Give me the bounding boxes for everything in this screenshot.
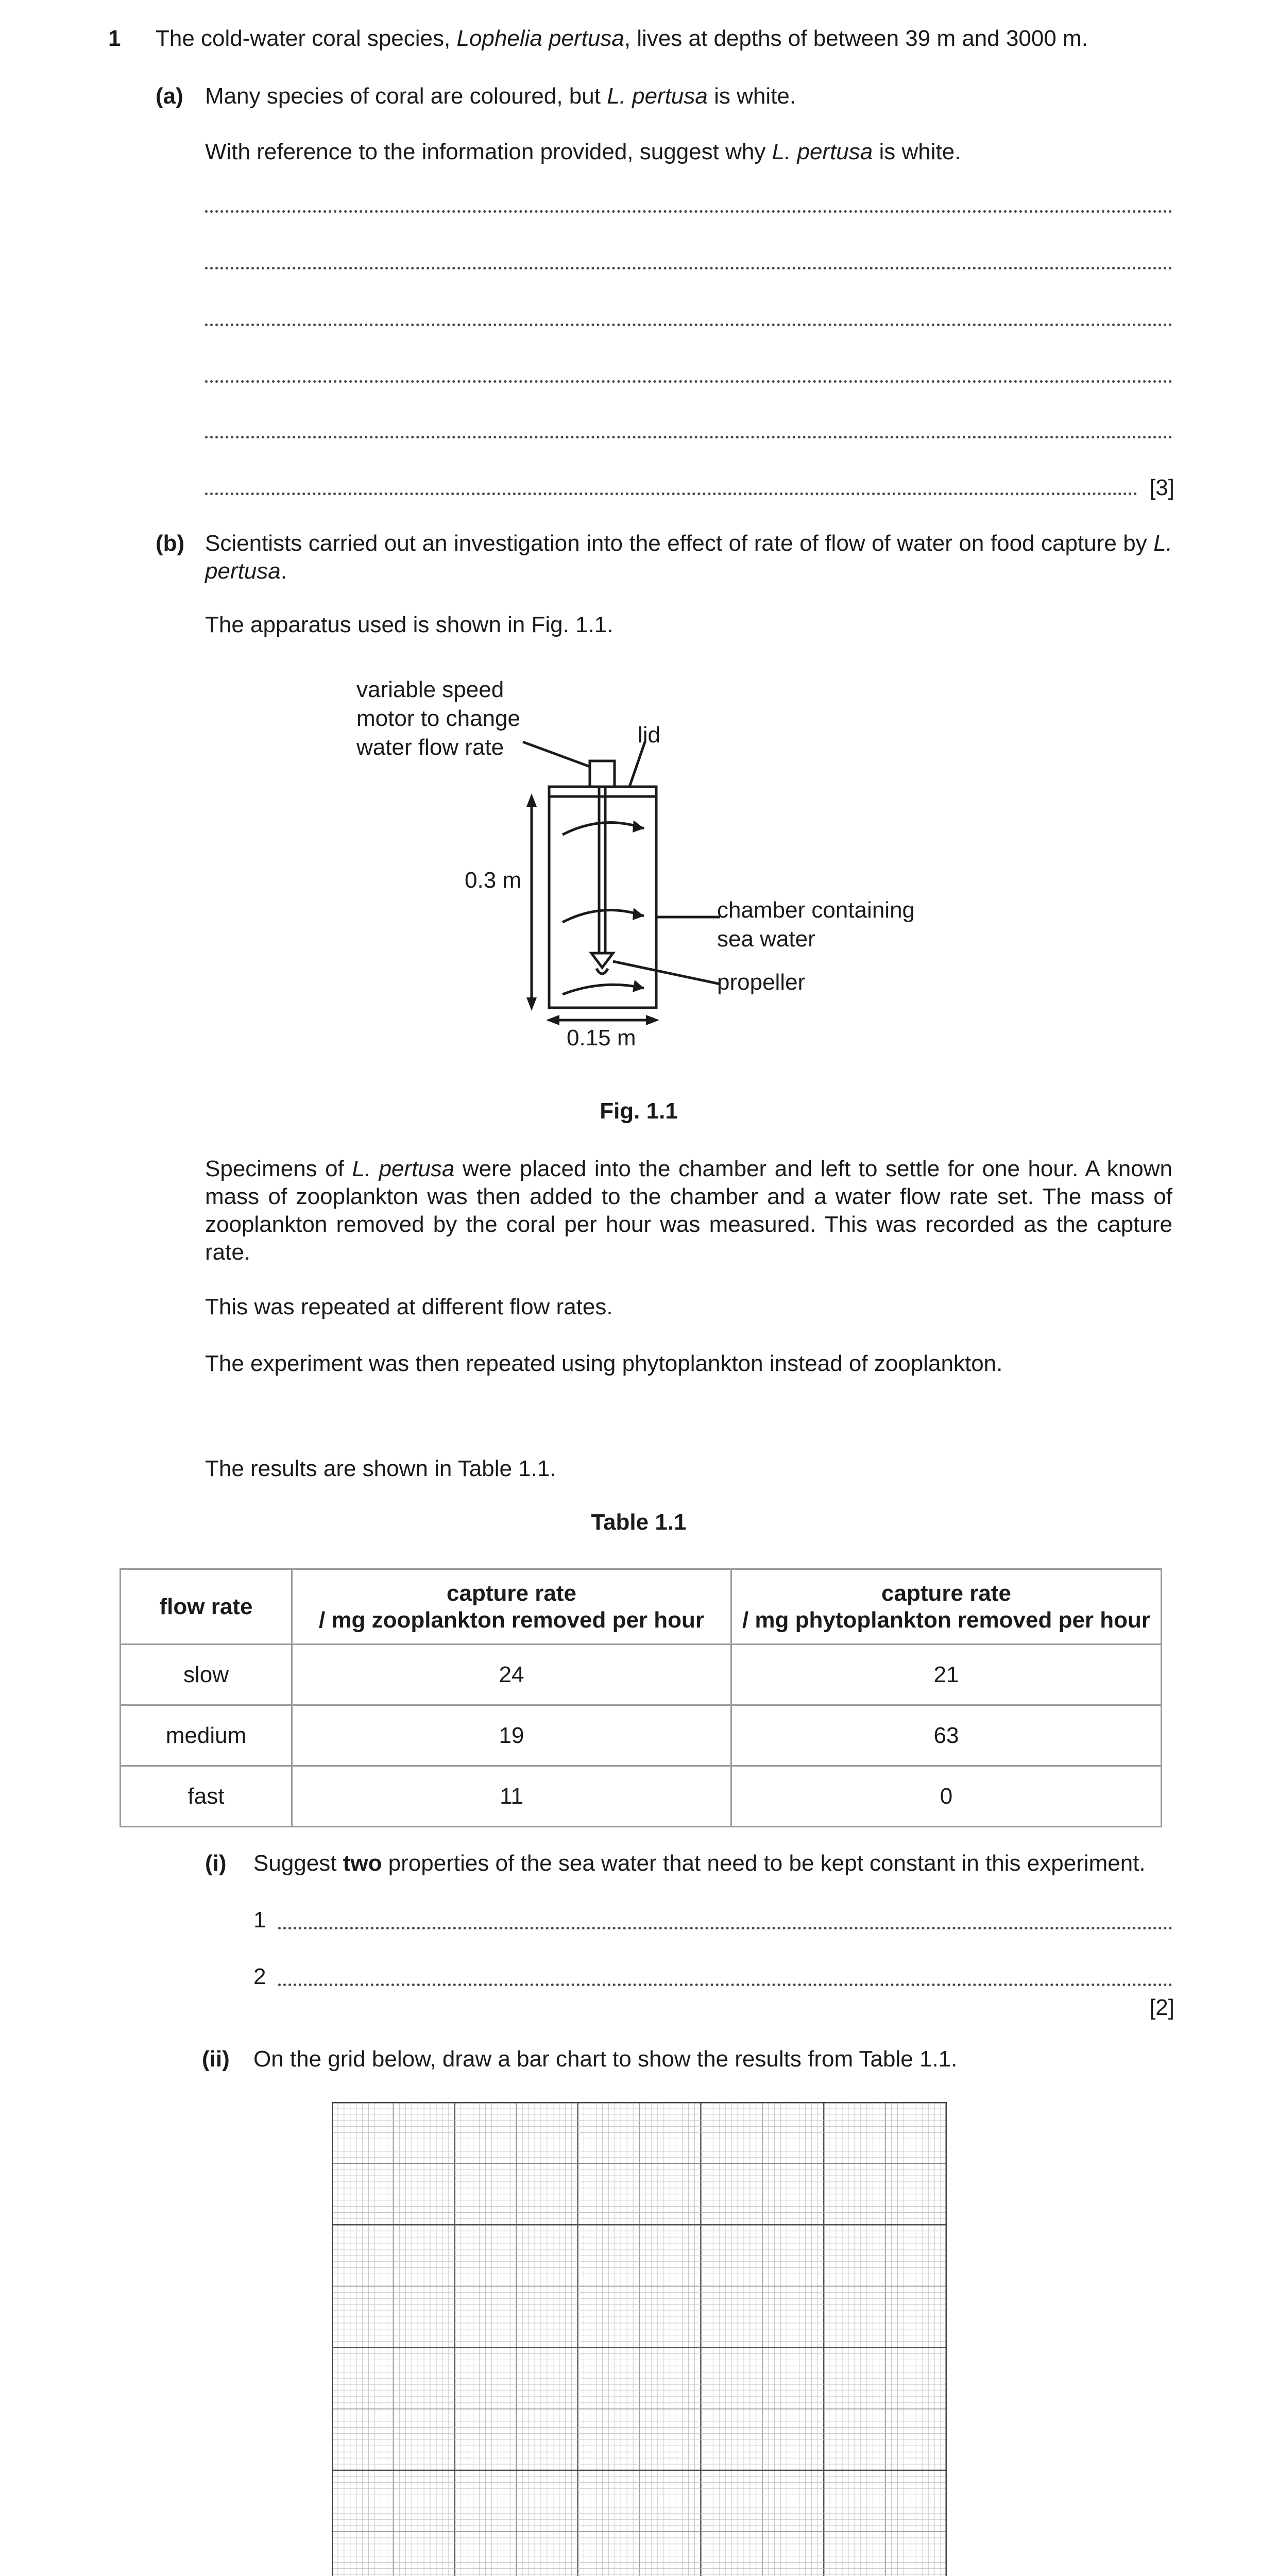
intro-post: , lives at depths of between 39 m and 3000 m. bbox=[624, 26, 1088, 51]
header-zooplankton bbox=[292, 1569, 731, 1645]
graph-grid[interactable] bbox=[332, 2102, 947, 2576]
table-cell: 24 bbox=[292, 1645, 731, 1705]
part-a-text-pre: Many species of coral are coloured, but bbox=[205, 83, 607, 109]
lid bbox=[549, 787, 656, 796]
table-header-row bbox=[121, 1569, 1162, 1645]
part-ii-text: On the grid below, draw a bar chart to show the results from Table 1.1. bbox=[253, 2046, 958, 2072]
fig-label-propeller: propeller bbox=[717, 970, 806, 995]
part-a-prompt-species: L. pertusa bbox=[772, 139, 873, 164]
part-a-label: (a) bbox=[156, 83, 183, 109]
part-a-prompt-post: is white. bbox=[873, 139, 961, 164]
part-a-marks: [3] bbox=[1149, 475, 1174, 500]
header-subtext: / mg zooplankton removed per hour bbox=[318, 1607, 705, 1633]
fig-label-motor: variable speed bbox=[356, 677, 504, 702]
header-subtext: / mg phytoplankton removed per hour bbox=[742, 1607, 1151, 1633]
table-cell: 11 bbox=[292, 1766, 731, 1827]
part-i-post: properties of the sea water that need to be kept constant in this experiment. bbox=[382, 1851, 1146, 1876]
method-pre: Specimens of bbox=[205, 1156, 352, 1181]
table-cell: 0 bbox=[731, 1766, 1162, 1827]
fig-1-1 bbox=[0, 0, 1278, 1133]
intro-pre: The cold-water coral species, bbox=[156, 26, 457, 51]
part-i-label: (i) bbox=[205, 1851, 227, 1876]
part-b-text-pre: Scientists carried out an investigation into the effect of rate of flow of water on food capture by bbox=[205, 531, 1154, 556]
answer-number: 2 bbox=[253, 1964, 266, 1989]
part-b-text-species: L. pertusa bbox=[205, 531, 1172, 584]
part-a-text-species: L. pertusa bbox=[607, 83, 708, 109]
part-i-bold: two bbox=[343, 1851, 382, 1876]
fig-caption: Fig. 1.1 bbox=[600, 1098, 678, 1124]
method-repeat: This was repeated at different flow rates. bbox=[205, 1294, 613, 1319]
part-ii-label: (ii) bbox=[202, 2046, 230, 2072]
method-species: L. pertusa bbox=[352, 1156, 455, 1181]
part-a-prompt-pre: With reference to the information provided, suggest why bbox=[205, 139, 772, 164]
table-cell: 19 bbox=[292, 1705, 731, 1766]
header-text: capture rate bbox=[447, 1580, 576, 1606]
table-cell: fast bbox=[121, 1766, 292, 1827]
table-cell: slow bbox=[121, 1645, 292, 1705]
part-b-label: (b) bbox=[156, 531, 185, 556]
answer-number: 1 bbox=[253, 1907, 266, 1933]
fig-label-lid: lid bbox=[638, 722, 661, 748]
results-table bbox=[120, 1568, 1162, 1827]
header-text: capture rate bbox=[881, 1580, 1011, 1606]
part-i-marks: [2] bbox=[1149, 1995, 1174, 2020]
fig-label-height: 0.3 m bbox=[465, 868, 522, 893]
apparatus-text: The apparatus used is shown in Fig. 1.1. bbox=[205, 612, 614, 637]
part-a-text-post: is white. bbox=[707, 83, 796, 109]
method-phyto: The experiment was then repeated using phytoplankton instead of zooplankton. bbox=[205, 1351, 1003, 1376]
table-caption: Table 1.1 bbox=[591, 1510, 687, 1535]
table-cell: medium bbox=[121, 1705, 292, 1766]
fig-label-motor: motor to change bbox=[356, 706, 520, 731]
fig-label-width: 0.15 m bbox=[567, 1025, 636, 1050]
table-cell: 21 bbox=[731, 1645, 1162, 1705]
fig-label-motor: water flow rate bbox=[356, 735, 504, 760]
fig-label-chamber: sea water bbox=[717, 926, 815, 952]
part-i-text bbox=[253, 1850, 1146, 1877]
table-row bbox=[121, 1645, 1162, 1705]
question-number: 1 bbox=[108, 26, 121, 51]
header-text: flow rate bbox=[159, 1594, 253, 1619]
answer-line[interactable] bbox=[278, 1927, 1172, 1929]
part-b-text-post: . bbox=[280, 558, 287, 584]
table-row bbox=[121, 1766, 1162, 1827]
motor bbox=[590, 761, 615, 787]
table-row bbox=[121, 1705, 1162, 1766]
method-paragraph bbox=[205, 1155, 1172, 1266]
part-i-pre: Suggest bbox=[253, 1851, 343, 1876]
header-flow-rate bbox=[121, 1569, 292, 1645]
intro-species: Lophelia pertusa bbox=[456, 26, 624, 51]
method-post: were placed into the chamber and left to settle for one hour. A known mass of zooplankton was then added to the chamber and a water flow rate set. The mass of zooplankton removed by the coral per hour was measured. This was recorded as the capture rate. bbox=[205, 1156, 1172, 1265]
fig-label-chamber: chamber containing bbox=[717, 897, 915, 923]
propeller bbox=[591, 953, 613, 974]
answer-line[interactable] bbox=[278, 1984, 1172, 1986]
header-phytoplankton bbox=[731, 1569, 1162, 1645]
results-text: The results are shown in Table 1.1. bbox=[205, 1456, 556, 1481]
table-cell: 63 bbox=[731, 1705, 1162, 1766]
